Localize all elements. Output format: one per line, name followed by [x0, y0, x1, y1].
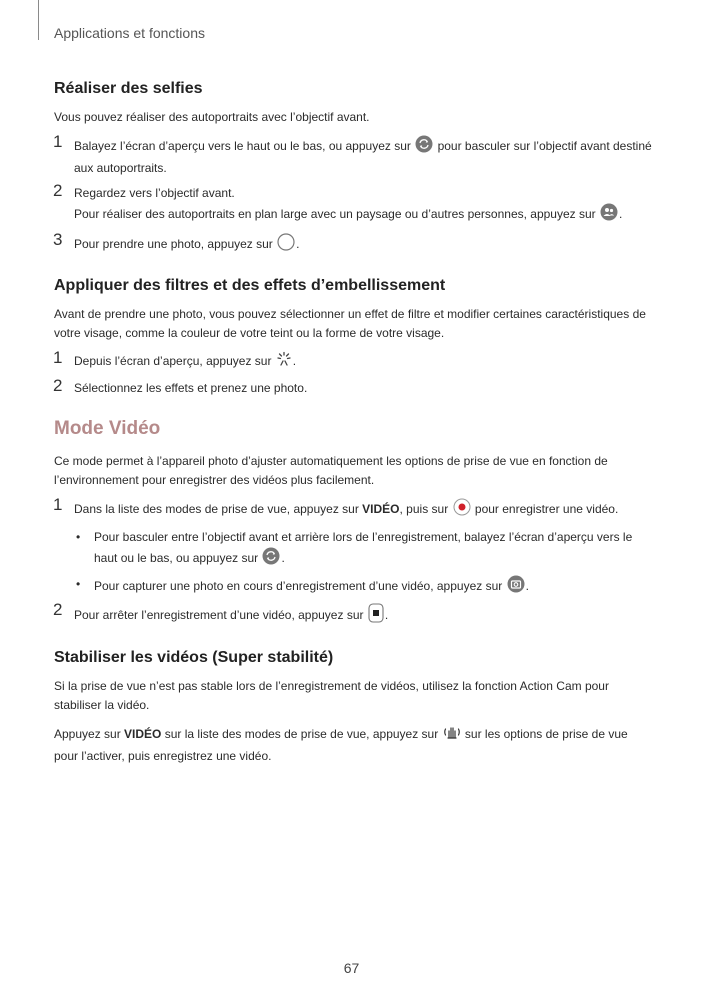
- selfies-step-2: [53, 181, 654, 227]
- step-number: 1: [53, 495, 63, 514]
- mode-name-video: VIDÉO: [124, 727, 162, 742]
- capture-icon: [507, 575, 525, 599]
- bullet-text: Pour capturer une photo en cours d’enregistrement d’une vidéo, appuyez sur: [94, 579, 503, 594]
- step-text: Pour arrêter l’enregistrement d’une vidéo, appuyez sur: [74, 608, 364, 623]
- step-text: Pour prendre une photo, appuyez sur: [74, 237, 273, 252]
- step-text: pour basculer sur l’objectif avant destiné aux autoportraits.: [74, 139, 652, 175]
- beauty-effects-icon: [276, 351, 292, 373]
- step-text: Sélectionnez les effets et prenez une photo.: [74, 381, 308, 395]
- wide-selfie-icon: [600, 203, 618, 227]
- page-content: [54, 80, 654, 774]
- stabilize-heading: Stabiliser les vidéos (Super stabilité): [54, 649, 334, 666]
- period: .: [525, 579, 529, 594]
- super-steady-icon: [443, 723, 461, 747]
- record-icon: [453, 498, 471, 522]
- period: .: [296, 237, 300, 252]
- para-text: Appuyez sur: [54, 727, 121, 742]
- video-step-2: [53, 600, 654, 629]
- filters-step-1: [53, 348, 654, 373]
- page-number: 67: [343, 960, 360, 976]
- step-number: 3: [53, 230, 63, 249]
- filters-step-2: [53, 376, 654, 398]
- step-number: 1: [53, 132, 63, 151]
- switch-camera-icon: [415, 135, 433, 159]
- step-text: Dans la liste des modes de prise de vue, appuyez sur: [74, 502, 359, 517]
- video-intro: Ce mode permet à l’appareil photo d’ajuster automatiquement les options de prise de vue en fonction de l’environnement pour enregistrer des vidéos plus facilement.: [54, 454, 608, 487]
- selfies-step-1: [53, 132, 654, 178]
- selfies-heading: Réaliser des selfies: [54, 80, 203, 97]
- para-text: sur la liste des modes de prise de vue, appuyez sur: [164, 727, 439, 742]
- video-bullet-2: [54, 575, 654, 599]
- period: .: [619, 207, 623, 222]
- mode-name-video: VIDÉO: [362, 502, 400, 517]
- step-number: 2: [53, 376, 63, 395]
- switch-camera-icon: [262, 547, 280, 571]
- bullet-dot: •: [76, 530, 81, 544]
- filters-heading: Appliquer des filtres et des effets d’embellissement: [54, 277, 446, 294]
- video-step-1: [53, 495, 654, 522]
- period: .: [384, 608, 389, 623]
- stop-icon: [368, 603, 384, 629]
- step-number: 1: [53, 348, 63, 367]
- video-bullet-1: [54, 528, 654, 571]
- stabilize-para-1: Si la prise de vue n’est pas stable lors de l’enregistrement de vidéos, utilisez la fonction Action Cam pour stabiliser la vidéo.: [54, 679, 609, 712]
- step-text: Regardez vers l’objectif avant.: [74, 186, 235, 200]
- bullet-text: Pour basculer entre l’objectif avant et arrière lors de l’enregistrement, balayez l’écran d’aperçu vers le haut ou le bas, ou appuyez sur: [94, 530, 633, 566]
- section-gap: [54, 635, 654, 649]
- section-gap: [54, 404, 654, 418]
- step-text: , puis sur: [399, 502, 449, 517]
- period: .: [281, 551, 285, 566]
- section-gap: [54, 263, 654, 277]
- stabilize-para-2: [54, 723, 654, 766]
- shutter-icon: [277, 233, 295, 257]
- period: .: [292, 354, 297, 369]
- page-header: Applications et fonctions: [54, 25, 205, 41]
- step-text: Balayez l’écran d’aperçu vers le haut ou le bas, ou appuyez sur: [74, 139, 411, 154]
- step-number: 2: [53, 181, 63, 200]
- header-rule: [38, 0, 39, 40]
- video-heading: Mode Vidéo: [54, 418, 161, 439]
- step-text: Pour réaliser des autoportraits en plan large avec un paysage ou d’autres personnes, appuyez sur: [74, 207, 596, 222]
- step-text: pour enregistrer une vidéo.: [474, 502, 619, 517]
- step-text: Depuis l’écran d’aperçu, appuyez sur: [74, 354, 272, 369]
- filters-intro: Avant de prendre une photo, vous pouvez sélectionner un effet de filtre et modifier certaines caractéristiques de votre visage, comme la couleur de votre teint ou la forme de votre visage.: [54, 307, 646, 340]
- selfies-intro: Vous pouvez réaliser des autoportraits avec l’objectif avant.: [54, 110, 370, 124]
- bullet-dot: •: [76, 577, 81, 591]
- step-number: 2: [53, 600, 63, 619]
- selfies-step-3: [53, 230, 654, 257]
- para-text: sur les options de prise de vue pour l’activer, puis enregistrez une vidéo.: [54, 727, 628, 763]
